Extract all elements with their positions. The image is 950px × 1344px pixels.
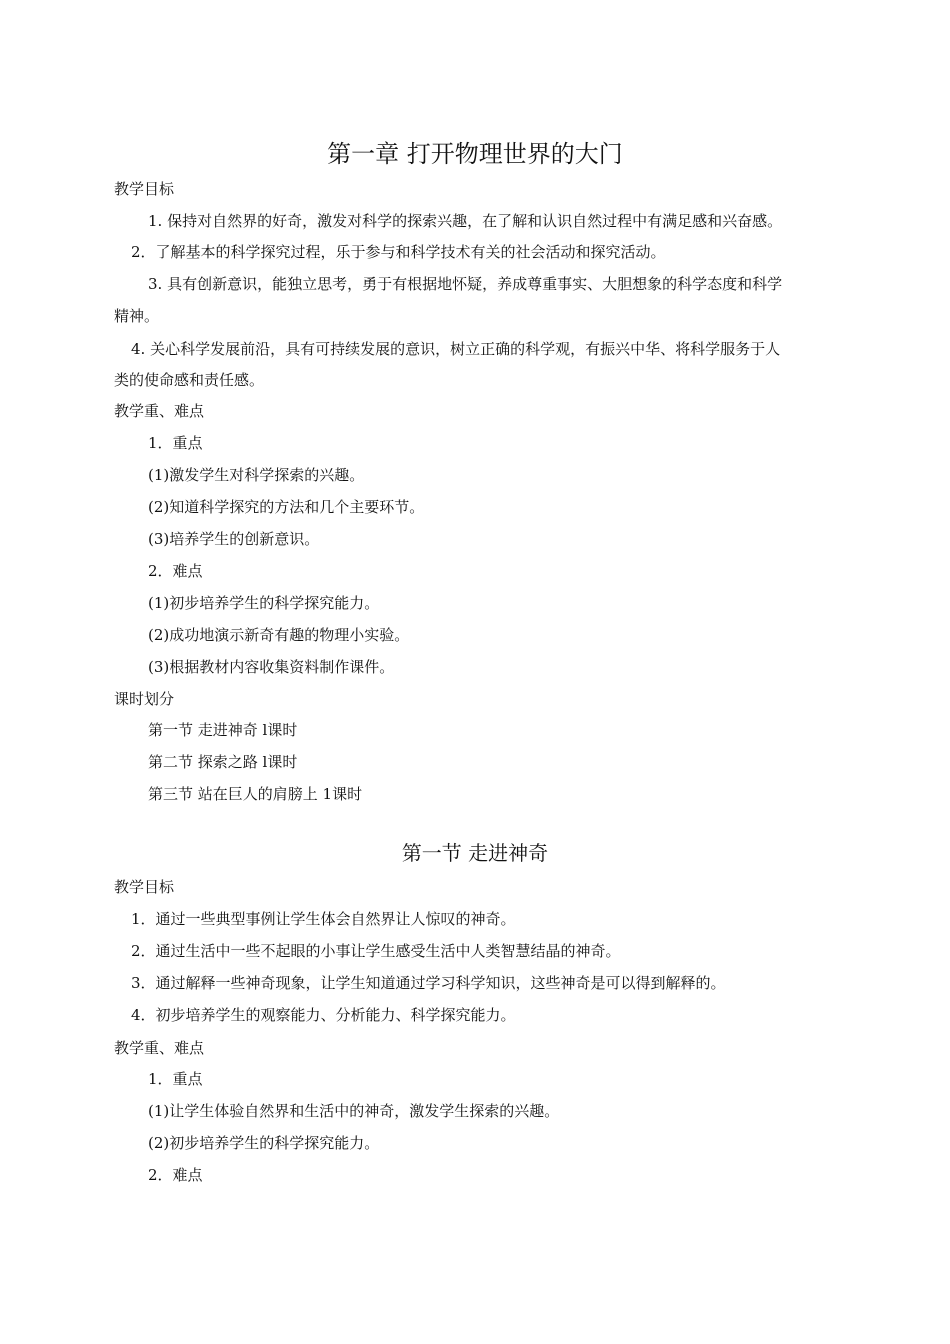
chapter-hard-label: 2．难点 [148,562,203,580]
chapter-goal-3-line-1: 3. 具有创新意识，能独立思考，勇于有根据地怀疑，养成尊重事实、大胆想象的科学态度和科学 [148,275,783,293]
schedule-heading: 课时划分 [114,690,175,708]
section-hard-label: 2．难点 [148,1166,203,1184]
chapter-key-label: 1．重点 [148,434,203,452]
chapter-hard-item: (3)根据教材内容收集资料制作课件。 [148,658,395,676]
section-key-item: (2)初步培养学生的科学探究能力。 [148,1134,380,1152]
section-goal: 3．通过解释一些神奇现象，让学生知道通过学习科学知识，这些神奇是可以得到解释的。 [131,974,726,992]
chapter-key-item: (1)激发学生对科学探索的兴趣。 [148,466,365,484]
chapter-key-heading: 教学重、难点 [114,402,205,420]
chapter-goal-2: 2．了解基本的科学探究过程，乐于参与和科学技术有关的社会活动和探究活动。 [131,243,666,261]
chapter-key-item: (3)培养学生的创新意识。 [148,530,320,548]
section-title: 第一节 走进神奇 [401,841,549,865]
section-goal: 2．通过生活中一些不起眼的小事让学生感受生活中人类智慧结晶的神奇。 [131,942,621,960]
chapter-hard-item: (1)初步培养学生的科学探究能力。 [148,594,380,612]
chapter-key-item: (2)知道科学探究的方法和几个主要环节。 [148,498,425,516]
section-key-heading: 教学重、难点 [114,1039,205,1057]
chapter-hard-item: (2)成功地演示新奇有趣的物理小实验。 [148,626,410,644]
chapter-goals-heading: 教学目标 [114,180,175,198]
section-key-label: 1．重点 [148,1070,203,1088]
chapter-goal-3-line-2: 精神。 [114,307,160,325]
schedule-item: 第三节 站在巨人的肩膀上 1课时 [148,785,363,803]
chapter-goal-1: 1. 保持对自然界的好奇，激发对科学的探索兴趣，在了解和认识自然过程中有满足感和兴奋感。 [148,212,783,230]
schedule-item: 第一节 走进神奇 l课时 [148,721,298,739]
schedule-item: 第二节 探索之路 l课时 [148,753,298,771]
section-goal: 1．通过一些典型事例让学生体会自然界让人惊叹的神奇。 [131,910,516,928]
section-goal: 4．初步培养学生的观察能力、分析能力、科学探究能力。 [131,1006,516,1024]
chapter-goal-4-line-1: 4. 关心科学发展前沿，具有可持续发展的意识，树立正确的科学观，有振兴中华、将科学服务于人 [131,340,781,358]
section-goals-heading: 教学目标 [114,878,175,896]
section-key-item: (1)让学生体验自然界和生活中的神奇，激发学生探索的兴趣。 [148,1102,560,1120]
chapter-title: 第一章 打开物理世界的大门 [327,140,623,168]
chapter-goal-4-line-2: 类的使命感和责任感。 [114,371,265,389]
